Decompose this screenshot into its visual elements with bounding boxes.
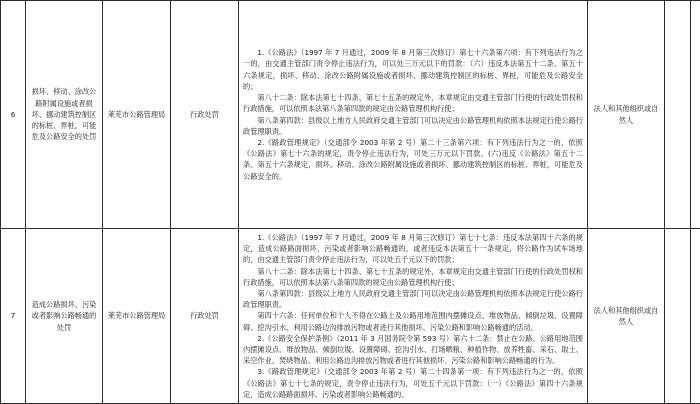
power-category: 行政处罚 xyxy=(171,1,239,229)
basis-paragraph: 第四十六条：任何单位和个人不得在公路上及公路用地范围内摆摊设点、堆放物品、倾倒垃圾、设置障碍、挖沟引水、利用公路边沟排放污物或者进行其他损坏、污染公路和影响公路畅通的活动。 xyxy=(243,310,583,332)
item-name: 损坏、移动、涂改公路附属设施或者损坏、挪动建筑控制区的标桩、界桩，可能危及公路安全的处罚 xyxy=(26,1,103,229)
power-category: 行政处罚 xyxy=(171,229,239,404)
legal-basis xyxy=(239,1,588,229)
basis-paragraph: 第八条第四款：县级以上地方人民政府交通主管部门可以决定由公路管理机构依照本法规定行使公路行政管理职责。 xyxy=(243,115,583,137)
implementing-agency: 莱芜市公路管理局 xyxy=(103,229,171,404)
basis-paragraph: 第八条第四款：县级以上地方人民政府交通主管部门可以决定由公路管理机构依照本法规定行使公路行政管理职责。 xyxy=(243,288,583,310)
empty-cell xyxy=(665,1,691,229)
empty-cell xyxy=(665,229,691,404)
row-number: 7 xyxy=(1,229,26,404)
basis-paragraph: 3.《路政管理规定》（交通部令 2003 年第 2 号）第二十四条第一项：有下列违法行为之一的，依照《公路法》第七十七条的规定，责令停止违法行为，可处五千元以下罚款：（一）《公路法》第四十六条规定，造成公路路面损坏、污染或者影响公路畅通的。 xyxy=(243,366,583,400)
implementing-agency: 莱芜市公路管理局 xyxy=(103,1,171,229)
basis-paragraph: 第八十二条：除本法第七十四条、第七十五条的规定外，本章规定由交通主管部门行使的行政处罚权和行政措施，可以依照本法第八条第四款的规定由公路管理机构行使； xyxy=(243,92,583,114)
basis-paragraph: 1.《公路法》（1997 年 7 月通过，2009 年 8 月第三次修订）第七十七条：违反本法第四十六条的规定，造成公路路面损坏、污染或者影响公路畅通的，或者违反本法第五十一条规定，将公路作为试车场地的，由交通主管部门责令停止违法行为，可以处五千元以下的罚款； xyxy=(243,232,583,266)
empty-cell xyxy=(691,229,700,404)
basis-paragraph: 2.《公路安全保护条例》（2011 年 3 月国务院令第 593 号）第六十二条：禁止在公路、公路用地范围内摆摊设点、堆放物品、倾倒垃圾、设置障碍、挖沟引水、打场晒粮、种植作物、放养牲畜、采石、取土、采空作业、焚烧物品、利用公路边沟排放污物或者进行其他损坏、污染公路和影响公路畅通的行为。 xyxy=(243,333,583,367)
basis-paragraph: 第八十二条：除本法第七十四条、第七十五条的规定外，本章规定由交通主管部门行使的行政处罚权和行政措施，可以依照本法第八条第四款的规定由公路管理机构行使； xyxy=(243,266,583,288)
table-row xyxy=(1,229,700,404)
basis-paragraph: 1.《公路法》（1997 年 7 月通过，2009 年 8 月第三次修订）第七十六条第六项：有下列违法行为之一的，由交通主管部门责令停止违法行为，可以处三万元以下的罚款：（六）违反本法第五十二条、第五十六条规定，损坏、移动、涂改公路附属设施或者损坏、挪动建筑控制区的标桩、界桩，可能危及公路安全的； xyxy=(243,47,583,92)
row-number: 6 xyxy=(1,1,26,229)
target-subject: 法人和其他组织或自然人 xyxy=(588,229,665,404)
table-row xyxy=(1,1,700,229)
basis-paragraph: 2.《路政管理规定》（交通部令 2003 年第 2 号）第二十三条第六项：有下列违法行为之一的，依照《公路法》第七十六条的规定，责令停止违法行为，可处三万元以下罚款。(六)违反《公路法》第五十二条、第五十六条规定，损坏、移动、涂改公路附属设施或者损坏、挪动建筑控制区的标桩、界桩，可能危及公路安全的。 xyxy=(243,137,583,182)
empty-cell xyxy=(691,1,700,229)
item-name: 造成公路损坏、污染或者影响公路畅通的处罚 xyxy=(26,229,103,404)
target-subject: 法人和其他组织或自然人 xyxy=(588,1,665,229)
legal-basis xyxy=(239,229,588,404)
